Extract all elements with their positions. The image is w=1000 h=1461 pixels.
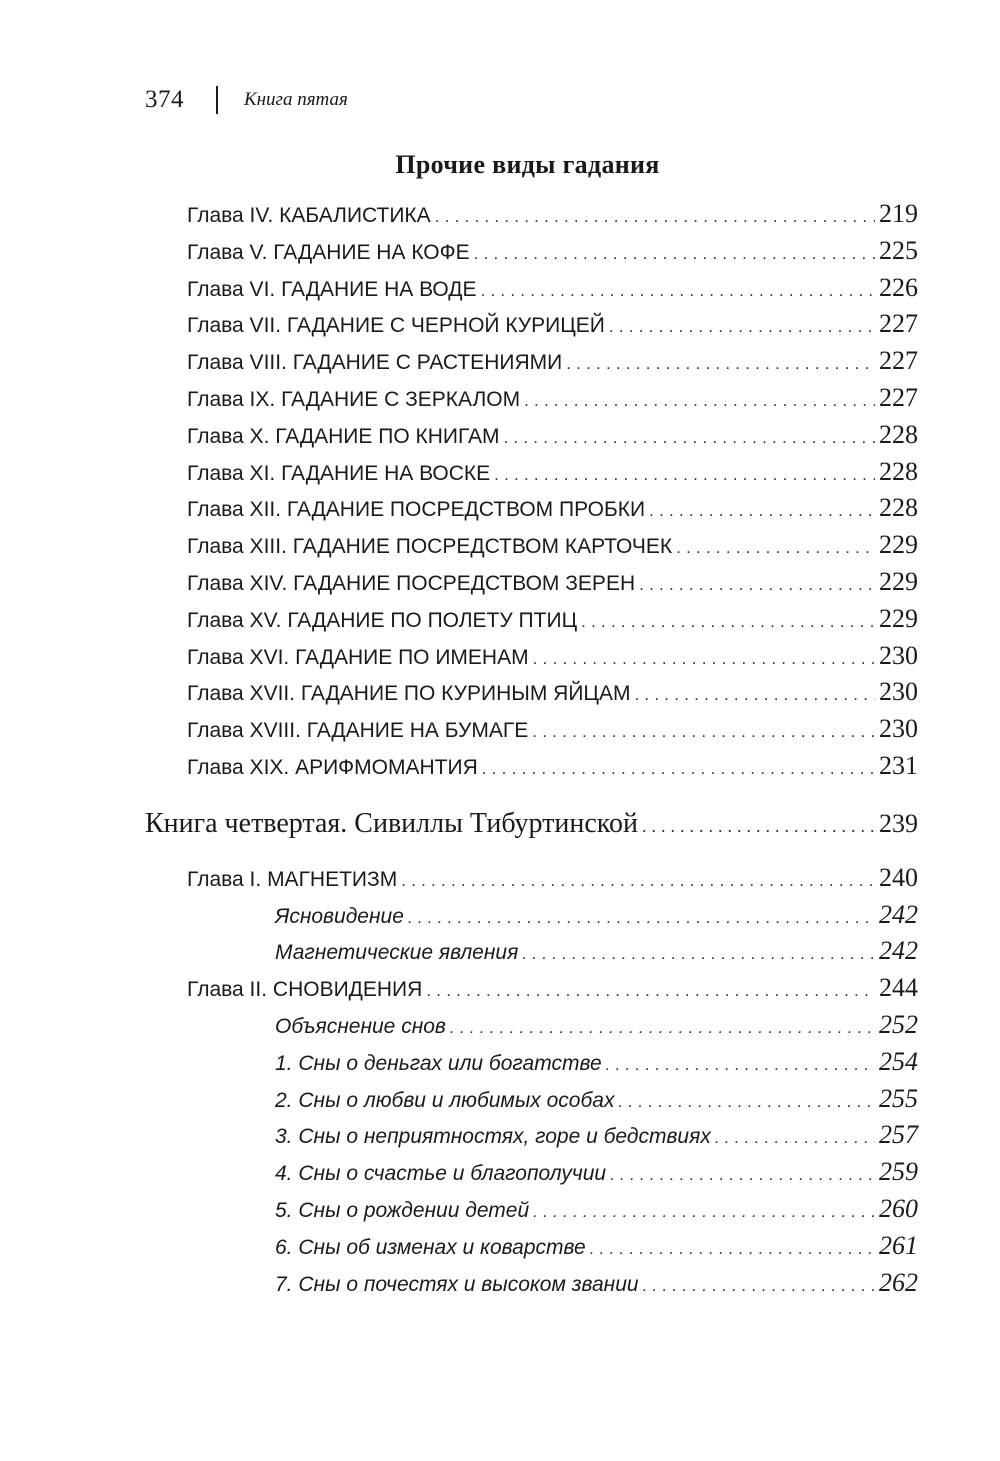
toc-chapter-entry (187, 309, 918, 345)
toc-page-number: 227 (879, 383, 918, 412)
toc-dot-leader (606, 1055, 875, 1075)
toc-page-number: 252 (879, 1010, 918, 1039)
toc-page-number: 230 (879, 640, 918, 670)
toc-entry-title: Глава IX. ГАДАНИЕ С ЗЕРКАЛОМ (187, 388, 521, 411)
toc-entry-title: Глава X. ГАДАНИЕ ПО КНИГАМ (187, 424, 500, 448)
toc-page-number: 239 (879, 808, 918, 838)
toc-entry-title: Глава XIII. ГАДАНИЕ ПОСРЕДСТВОМ КАРТОЧЕК (187, 535, 673, 559)
toc-page-number: 219 (879, 199, 918, 228)
toc-page-number: 230 (879, 677, 918, 707)
toc-dot-leader (435, 207, 875, 227)
toc-dot-leader (494, 465, 875, 485)
toc-chapter-entry (187, 199, 918, 235)
toc-entry-title: 1. Сны о деньгах или богатстве (275, 1051, 602, 1075)
toc-subsection-entry (275, 900, 918, 936)
toc-entry-title: Глава XI. ГАДАНИЕ НА ВОСКЕ (187, 461, 491, 485)
toc-dot-leader (609, 317, 875, 337)
toc-dot-leader (408, 908, 875, 928)
toc-entry-title: 4. Сны о счастье и благополучии (275, 1162, 607, 1186)
toc-chapter-entry (187, 236, 918, 272)
toc-dot-leader (426, 981, 875, 1001)
toc-subsection-entry (275, 1010, 918, 1046)
book-title: Книга пятая (244, 89, 348, 110)
section-title: Прочие виды гадания (395, 150, 660, 179)
toc-page-number: 225 (879, 235, 918, 265)
toc-subsection-entry (275, 1047, 918, 1083)
page-number: 374 (145, 86, 184, 113)
toc-entry-title: Глава XVII. ГАДАНИЕ ПО КУРИНЫМ ЯЙЦАМ (187, 682, 631, 706)
toc-entry-title: Глава IV. КАБАЛИСТИКА (187, 204, 431, 227)
toc-chapter-entry (187, 420, 918, 456)
toc-chapter-entry (187, 677, 918, 713)
toc-page-number: 242 (879, 899, 918, 929)
toc-page-number: 231 (879, 751, 918, 780)
toc-dot-leader (522, 944, 875, 964)
toc-dot-leader (474, 244, 875, 264)
toc-dot-leader (649, 501, 875, 521)
toc-page-number: 226 (879, 272, 918, 302)
toc-dot-leader (566, 354, 875, 374)
toc-subsection-entry (275, 1120, 918, 1156)
toc-page-number: 240 (879, 862, 918, 892)
toc-entry-title: 6. Сны об изменах и коварстве (275, 1235, 586, 1259)
toc-dot-leader (581, 612, 875, 632)
toc-dot-leader (533, 649, 875, 669)
toc-dot-leader (503, 428, 875, 448)
toc-chapter-entry (187, 567, 918, 603)
toc-dot-leader (642, 816, 875, 837)
toc-chapter-entry (187, 457, 918, 493)
toc-dot-leader (481, 281, 876, 301)
toc-dot-leader (618, 1092, 875, 1112)
toc-page-number: 244 (879, 973, 918, 1003)
toc-dot-leader (634, 685, 875, 705)
toc-chapter-entry (187, 973, 918, 1009)
toc-page-number: 228 (879, 419, 918, 449)
toc-book-heading (145, 808, 918, 850)
toc-page-number: 227 (879, 309, 918, 339)
toc-dot-leader (676, 538, 875, 558)
toc-page-number: 227 (879, 346, 918, 376)
toc-entry-title: Глава XII. ГАДАНИЕ ПОСРЕДСТВОМ ПРОБКИ (187, 498, 646, 522)
toc-entry-title: Глава I. МАГНЕТИЗМ (187, 867, 398, 891)
toc-entry-title: Глава XVIII. ГАДАНИЕ НА БУМАГЕ (187, 719, 529, 743)
toc-chapter-entry (187, 273, 918, 309)
toc-chapter-entry (187, 383, 918, 419)
toc-entry-title: Глава VIII. ГАДАНИЕ С РАСТЕНИЯМИ (187, 351, 563, 375)
toc-subsection-entry (275, 1084, 918, 1120)
toc-dot-leader (639, 575, 875, 595)
toc-entry-title: Глава VI. ГАДАНИЕ НА ВОДЕ (187, 277, 477, 301)
toc-dot-leader (715, 1128, 875, 1148)
toc-entry-title: Книга четвертая. Сивиллы Тибуртинской (145, 807, 638, 839)
toc-dot-leader (532, 722, 875, 742)
toc-page-number: 229 (879, 530, 918, 560)
toc-subsection-entry (275, 1231, 918, 1267)
toc-dot-leader (643, 1276, 875, 1296)
toc-page-number: 254 (879, 1046, 918, 1076)
toc-page-number: 255 (879, 1083, 918, 1113)
toc-chapter-entry (187, 604, 918, 640)
toc-subsection-entry (275, 1268, 918, 1304)
toc-page-number: 259 (879, 1157, 918, 1187)
toc-chapter-entry (187, 493, 918, 529)
header-divider (216, 86, 218, 114)
toc-chapter-entry (187, 863, 918, 899)
toc-dot-leader (590, 1239, 875, 1259)
toc-page-number: 229 (879, 603, 918, 633)
toc-entry-title: 7. Сны о почестях и высоком звании (275, 1272, 639, 1296)
toc-dot-leader (524, 391, 875, 411)
toc-subsection-entry (275, 1157, 918, 1193)
toc-chapter-entry (187, 751, 918, 787)
toc-dot-leader (610, 1165, 875, 1185)
toc-entry-title: Ясновидение (275, 904, 404, 928)
toc-subsection-entry (275, 1194, 918, 1230)
toc-page-number: 228 (879, 493, 918, 523)
toc-subsection-entry (275, 936, 918, 972)
toc-dot-leader (482, 759, 875, 779)
toc-entry-title: Магнетические явления (275, 941, 519, 965)
toc-entry-title: 5. Сны о рождении детей (275, 1199, 530, 1222)
toc-dot-leader (450, 1018, 875, 1038)
toc-page-number: 230 (879, 714, 918, 744)
toc-entry-title: 2. Сны о любви и любимых особах (275, 1088, 615, 1112)
toc-page-number: 228 (879, 456, 918, 486)
toc-page-number: 242 (879, 936, 918, 966)
toc-chapter-entry (187, 714, 918, 750)
toc-chapter-entry (187, 530, 918, 566)
toc-entry-title: Глава VII. ГАДАНИЕ С ЧЕРНОЙ КУРИЦЕЙ (187, 314, 605, 338)
toc-page-number: 260 (879, 1194, 918, 1223)
toc-entry-title: Глава XV. ГАДАНИЕ ПО ПОЛЕТУ ПТИЦ (187, 608, 578, 632)
running-header (145, 80, 348, 120)
toc-page-number: 257 (879, 1120, 918, 1150)
toc-chapter-entry (187, 641, 918, 677)
toc-entry-title: Глава XIX. АРИФМОМАНТИЯ (187, 756, 478, 779)
toc-dot-leader (401, 871, 875, 891)
toc-page-number: 229 (879, 567, 918, 596)
toc-entry-title: Глава V. ГАДАНИЕ НА КОФЕ (187, 240, 470, 264)
toc-entry-title: Объяснение снов (275, 1015, 446, 1038)
toc-dot-leader (533, 1202, 875, 1222)
toc-chapter-entry (187, 346, 918, 382)
toc-entry-title: Глава XVI. ГАДАНИЕ ПО ИМЕНАМ (187, 645, 529, 669)
toc-entry-title: Глава II. СНОВИДЕНИЯ (187, 978, 423, 1002)
toc-page-number: 261 (879, 1230, 918, 1260)
toc-page-number: 262 (879, 1267, 918, 1297)
toc-entry-title: Глава XIV. ГАДАНИЕ ПОСРЕДСТВОМ ЗЕРЕН (187, 572, 636, 595)
toc-entry-title: 3. Сны о неприятностях, горе и бедствиях (275, 1125, 711, 1149)
